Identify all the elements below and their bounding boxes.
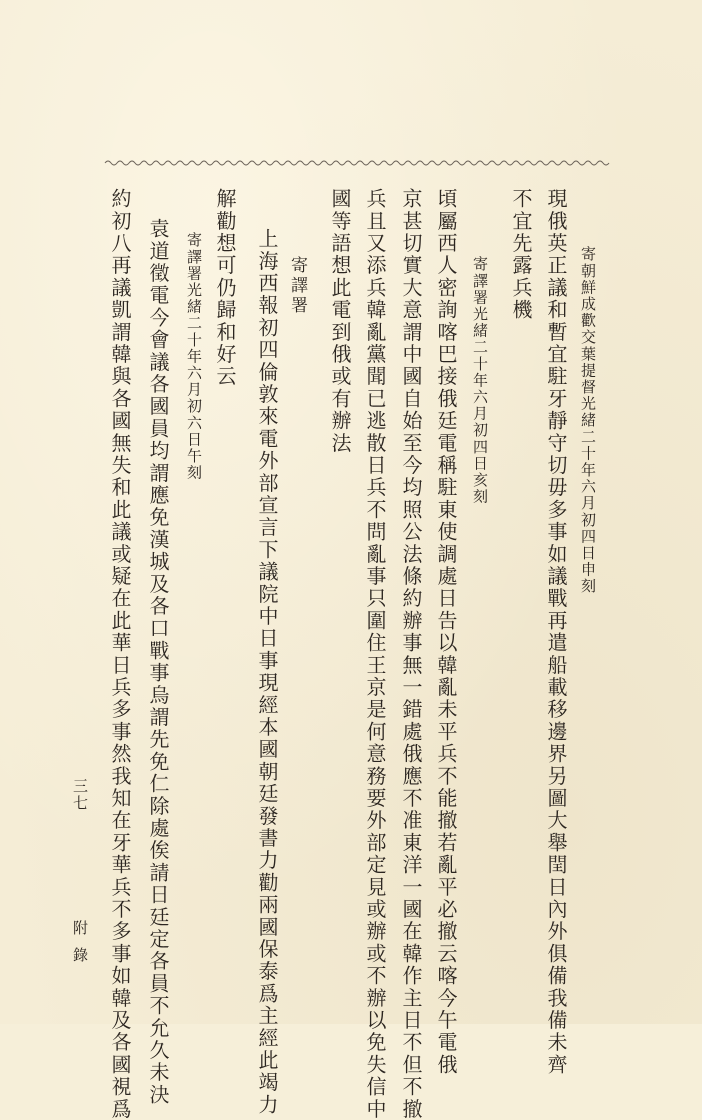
text-column-5: 兵且又添兵韓亂黨聞已逃散日兵不問亂事只圍住王京是何意務要外部定見或辦或不辦以免失信中: [363, 188, 387, 1120]
text-column-6: 國等語想此電到俄或有辦法: [328, 188, 352, 455]
text-column-7: 上海西報初四倫敦來電外部宣言下議院中日事現經本國朝廷發書力勸兩國保泰爲主經此竭力: [255, 228, 279, 1116]
footer-section-label: 附錄: [71, 920, 89, 974]
text-column-8: 解勸想可仍歸和好云: [213, 188, 237, 388]
text-column-10: 約初八再議凱謂韓與各國無失和此議或疑在此華日兵多事然我知在牙華兵不多事如韓及各國視爲: [108, 188, 132, 1120]
top-wavy-rule: [105, 157, 610, 169]
text-column-3: 頃屬西人密詢喀巴接俄廷電稱駐東使調處日告以韓亂未平兵不能撤若亂平必撤云喀今午電俄: [434, 188, 458, 1076]
heading-zongli-yamen-3: 寄譯署光緒二十年六月初六日午刻: [185, 232, 203, 481]
heading-zongli-yamen-1: 寄譯署光緒二十年六月初四日亥刻: [471, 256, 489, 505]
text-column-9: 袁道徵電今會議各國員均謂應免漢城及各口戰事烏謂先免仁除處俟請日廷定各員不允久未決: [146, 218, 170, 1106]
heading-zongli-yamen-2: 寄譯署: [287, 256, 307, 316]
footer-page-number: 三七: [71, 778, 89, 812]
heading-telegram-ye-zhichao: 寄朝鮮成歡交葉提督光緒二十年六月初四日申刻: [579, 246, 597, 595]
text-column-4: 京甚切實大意謂中國自始至今均照公法條約辦事無一錯處俄應不准東洋一國在韓作主日不但不撤: [399, 188, 423, 1120]
text-column-2: 不宜先露兵機: [509, 188, 533, 322]
text-column-1: 現俄英正議和暫宜駐牙靜守切毋多事如議戰再遣船載移邊界另圖大舉閏日內外俱備我備未齊: [544, 188, 568, 1076]
